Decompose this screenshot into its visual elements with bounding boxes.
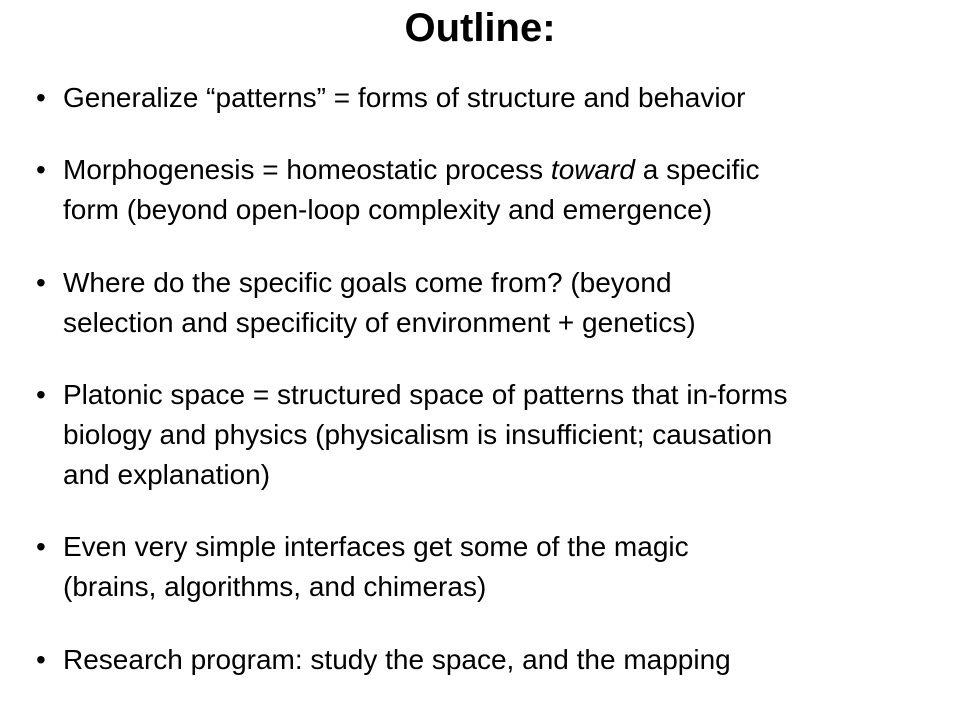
bullet-text: [63, 640, 936, 680]
bullet-line: biology and physics (physicalism is insufficient; causation: [63, 419, 773, 450]
bullet-line: Research program: study the space, and the mapping: [63, 644, 731, 675]
bullet-dot-icon: •: [36, 154, 46, 185]
bullet-line: Generalize “patterns” = forms of structure and behavior: [63, 82, 746, 113]
bullet-dot-icon: •: [36, 82, 46, 113]
bullet-text: [63, 263, 936, 343]
bullet-line: Platonic space = structured space of patterns that in-forms: [63, 379, 788, 410]
bullet-dot-icon: •: [36, 379, 46, 410]
bullet-dot-icon: •: [36, 267, 46, 298]
bullet-line: Where do the specific goals come from? (beyond: [63, 267, 672, 298]
bullet-item: [36, 527, 936, 607]
bullet-text: [63, 78, 936, 118]
bullet-item: [36, 150, 936, 230]
bullet-line-segment: a specific: [634, 154, 760, 185]
bullet-item: [36, 375, 936, 495]
bullet-line: selection and specificity of environment + genetics): [63, 307, 696, 338]
bullet-line-segment: Morphogenesis = homeostatic process: [63, 154, 551, 185]
bullet-line: form (beyond open-loop complexity and emergence): [63, 194, 713, 225]
bullet-line: and explanation): [63, 459, 271, 490]
slide-title: Outline:: [404, 6, 556, 50]
bullet-item: [36, 78, 936, 118]
emphasis-word: toward: [550, 154, 635, 185]
bullet-text: [63, 150, 936, 230]
bullet-item: [36, 640, 936, 680]
bullet-line: [63, 150, 936, 190]
bullet-line: (brains, algorithms, and chimeras): [63, 571, 487, 602]
bullet-line: Even very simple interfaces get some of the magic: [63, 531, 689, 562]
bullet-text: [63, 527, 936, 607]
bullet-dot-icon: •: [36, 644, 46, 675]
bullet-item: [36, 263, 936, 343]
bullet-dot-icon: •: [36, 531, 46, 562]
bullet-text: [63, 375, 936, 495]
